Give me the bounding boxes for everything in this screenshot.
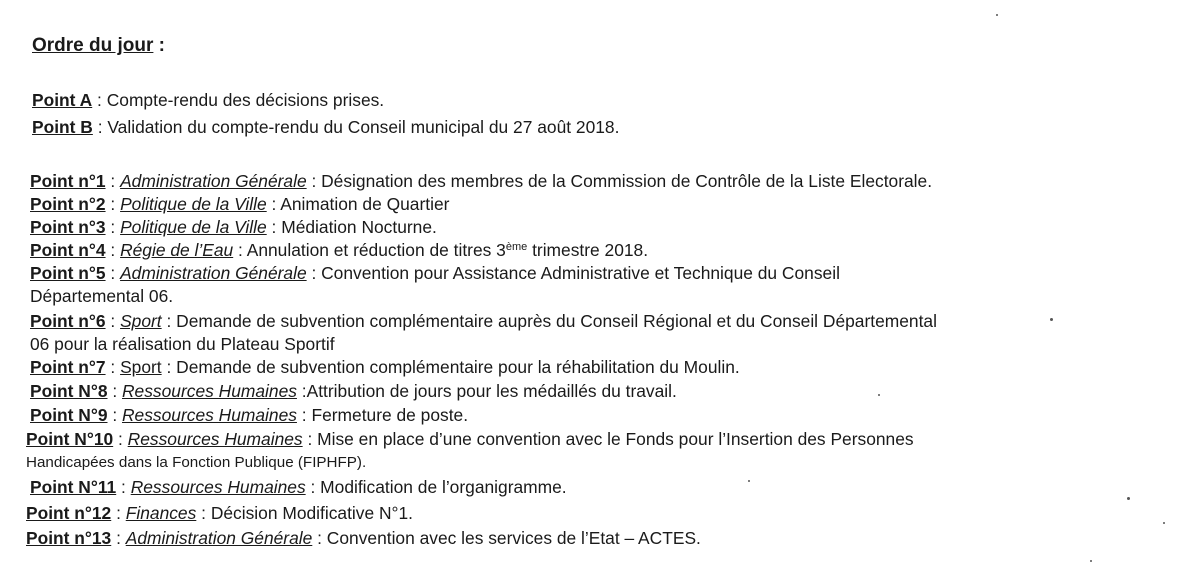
point-category: Régie de l’Eau	[120, 240, 234, 260]
point-text: Annulation et réduction de titres 3	[246, 240, 506, 260]
point-sep: :	[92, 90, 107, 110]
agenda-point-b	[32, 116, 619, 138]
point-text-line2: Départemental 06.	[30, 286, 174, 306]
agenda-point-4	[30, 239, 648, 261]
point-sep: :	[105, 357, 121, 377]
point-sep: :	[116, 477, 131, 497]
point-label: Point N°10	[26, 429, 114, 449]
point-text: Convention pour Assistance Administrative et Technique du Conseil	[321, 263, 840, 283]
point-label: Point A	[32, 90, 93, 110]
point-text: Attribution de jours pour les médaillés du travail.	[306, 381, 677, 401]
agenda-point-10	[26, 428, 914, 450]
point-label: Point n°12	[26, 503, 112, 523]
point-text: Convention avec les services de l’Etat – ACTES.	[326, 528, 701, 548]
scan-speck	[1163, 522, 1165, 524]
point-cat-sep: :	[296, 405, 312, 425]
point-sep: :	[105, 194, 121, 214]
point-sep: :	[105, 171, 121, 191]
agenda-point-10-continued	[26, 452, 366, 474]
point-sep: :	[105, 263, 121, 283]
point-category: Politique de la Ville	[120, 194, 267, 214]
point-text: Compte-rendu des décisions prises.	[106, 90, 385, 110]
point-cat-sep: :	[312, 528, 327, 548]
point-category: Politique de la Ville	[120, 217, 267, 237]
point-cat-sep: :	[196, 503, 211, 523]
agenda-point-a	[32, 89, 384, 111]
scan-speck	[878, 394, 880, 396]
agenda-point-6-continued	[30, 333, 335, 355]
point-text: Demande de subvention complémentaire auprès du Conseil Régional et du Conseil Départemental	[176, 311, 937, 331]
point-text: Validation du compte-rendu du Conseil municipal du 27 août 2018.	[107, 117, 620, 137]
point-label: Point n°2	[30, 194, 106, 214]
scan-speck	[1090, 560, 1092, 562]
point-sep: :	[111, 503, 126, 523]
agenda-point-8	[30, 380, 677, 402]
point-text: Fermeture de poste.	[311, 405, 469, 425]
scan-speck	[1127, 497, 1130, 500]
point-sep: :	[113, 429, 128, 449]
agenda-point-9	[30, 404, 468, 426]
point-text-line2: Handicapées dans la Fonction Publique (FIPHFP).	[26, 454, 367, 471]
point-sep: :	[107, 381, 122, 401]
agenda-point-5	[30, 262, 840, 284]
point-label: Point n°7	[30, 357, 106, 377]
point-sep: :	[107, 405, 122, 425]
point-label: Point B	[32, 117, 93, 137]
point-cat-sep: :	[161, 357, 177, 377]
point-text: Désignation des membres de la Commission de Contrôle de la Liste Electorale.	[321, 171, 933, 191]
point-label: Point n°3	[30, 217, 106, 237]
point-cat-sep: :	[302, 429, 318, 449]
scan-speck	[996, 14, 998, 16]
point-text: Décision Modificative N°1.	[210, 503, 414, 523]
point-text-line2: 06 pour la réalisation du Plateau Sportif	[30, 334, 335, 354]
point-text: Médiation Nocturne.	[281, 217, 437, 237]
point-text: Mise en place d’une convention avec le Fonds pour l’Insertion des Personnes	[317, 429, 914, 449]
point-cat-sep: :	[233, 240, 247, 260]
point-category: Administration Générale	[120, 171, 307, 191]
point-category: Ressources Humaines	[122, 405, 297, 425]
agenda-point-12	[26, 502, 413, 524]
point-text-superscript: ème	[505, 241, 528, 253]
point-label: Point N°11	[30, 477, 117, 497]
agenda-point-11	[30, 476, 567, 498]
point-cat-sep: :	[305, 477, 321, 497]
point-cat-sep: :	[306, 171, 322, 191]
point-text: Animation de Quartier	[280, 194, 450, 214]
point-cat-sep: :	[266, 217, 282, 237]
point-label: Point n°4	[30, 240, 106, 260]
agenda-point-2	[30, 193, 449, 215]
point-category: Administration Générale	[120, 263, 307, 283]
agenda-title-suffix: :	[153, 35, 166, 56]
agenda-title-label: Ordre du jour	[32, 35, 154, 56]
point-cat-sep: :	[296, 381, 307, 401]
point-sep: :	[105, 240, 121, 260]
point-category: Administration Générale	[125, 528, 313, 548]
point-label: Point n°5	[30, 263, 106, 283]
agenda-point-7	[30, 356, 740, 378]
point-label: Point N°8	[30, 381, 108, 401]
agenda-point-13	[26, 527, 701, 549]
agenda-point-5-continued	[30, 285, 173, 307]
point-text: Demande de subvention complémentaire pour la réhabilitation du Moulin.	[176, 357, 740, 377]
point-category: Ressources Humaines	[130, 477, 306, 497]
agenda-point-6	[30, 310, 937, 332]
point-category: Finances	[125, 503, 197, 523]
point-cat-sep: :	[266, 194, 281, 214]
point-sep: :	[105, 311, 121, 331]
point-sep: :	[92, 117, 108, 137]
agenda-point-1	[30, 170, 932, 192]
agenda-point-3	[30, 216, 437, 238]
point-sep: :	[111, 528, 126, 548]
point-cat-sep: :	[306, 263, 322, 283]
point-category: Sport	[120, 357, 162, 377]
point-label: Point n°13	[26, 528, 112, 548]
point-sep: :	[105, 217, 121, 237]
point-label: Point n°1	[30, 171, 106, 191]
point-category: Ressources Humaines	[122, 381, 297, 401]
point-cat-sep: :	[161, 311, 177, 331]
point-label: Point n°6	[30, 311, 106, 331]
point-text: Modification de l’organigramme.	[320, 477, 567, 497]
agenda-title	[32, 35, 165, 57]
point-category: Sport	[120, 311, 162, 331]
scan-speck	[748, 480, 750, 482]
point-text-after: trimestre 2018.	[527, 240, 649, 260]
scan-speck	[1050, 318, 1053, 321]
point-category: Ressources Humaines	[127, 429, 303, 449]
point-label: Point N°9	[30, 405, 108, 425]
